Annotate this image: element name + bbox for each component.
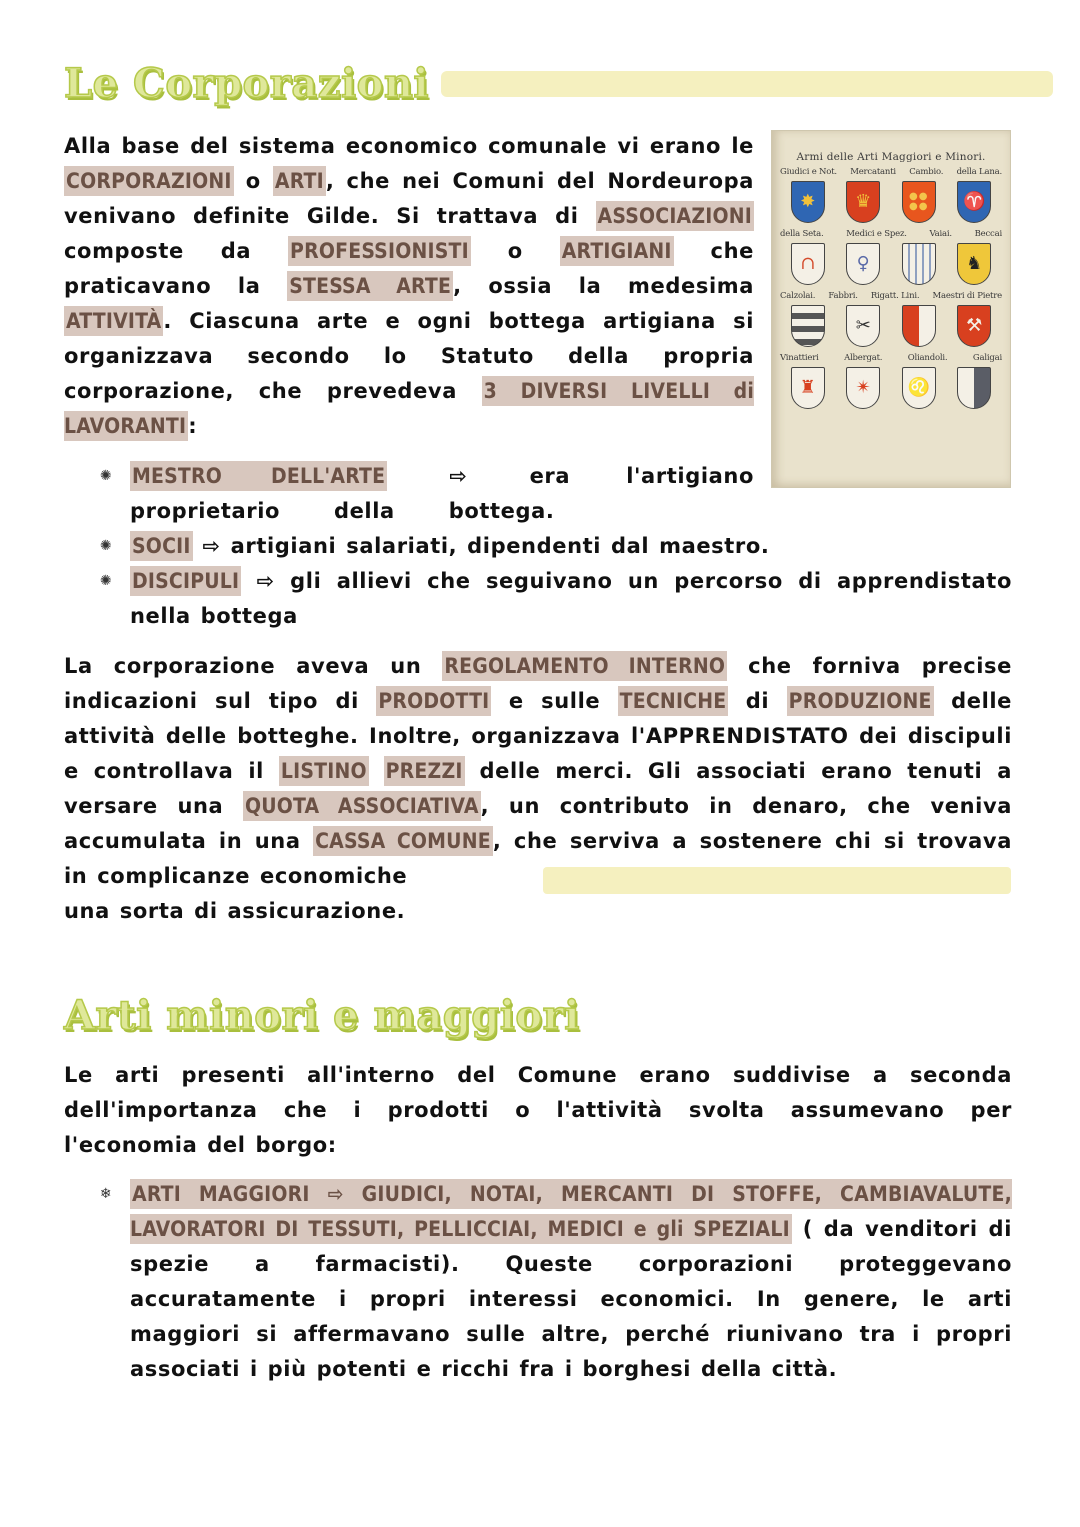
- text: , ossia la medesima: [453, 274, 754, 298]
- text: :: [188, 414, 198, 438]
- highlight-attivita: ATTIVITÀ: [64, 306, 163, 336]
- text: [369, 759, 384, 783]
- shield-label: Beccai: [974, 229, 1002, 239]
- highlight-tecniche: TECNICHE: [618, 686, 729, 716]
- highlight-quota: QUOTA ASSOCIATIVA: [243, 791, 481, 821]
- chalice-shield-icon: ♜: [791, 367, 825, 409]
- madonna-shield-icon: ♀: [846, 243, 880, 285]
- levels-list: [99, 459, 754, 529]
- list-item: [99, 459, 754, 529]
- shield-label: Mercatanti: [850, 167, 896, 177]
- shield-row-1: [780, 181, 1002, 223]
- shield-label: della Seta.: [780, 229, 824, 239]
- highlight-corporazioni: CORPORAZIONI: [64, 166, 234, 196]
- highlight-term: SOCII: [130, 531, 193, 561]
- text: , che serviva a sostenere chi si trovava in complicanze economiche: [64, 829, 1012, 888]
- text: Le arti presenti all'interno del Comune erano suddivise a seconda dell'importanza che i prodotti o l'attività svolta assumevano per l'economia del borgo:: [64, 1063, 1012, 1157]
- flower-bullet-icon: ✺: [99, 573, 113, 589]
- shield-row-2: [780, 243, 1002, 285]
- arrow-icon: ⇨: [256, 569, 275, 593]
- shield-labels-row-3: [780, 291, 1002, 301]
- item-description: gli allievi che seguivano un percorso di apprendistato nella bottega: [130, 569, 1012, 628]
- text: , che nei Comuni del Nordeuropa venivano definite Gilde. Si trattava di: [64, 169, 754, 228]
- section-title-arti: Arti minori e maggiori: [64, 992, 580, 1039]
- lion-shield-icon: ♌: [902, 367, 936, 409]
- shield-row-3: [780, 305, 1002, 347]
- section-title-corporazioni: Le Corporazioni: [64, 60, 430, 107]
- shield-label: Calzolai.: [780, 291, 816, 301]
- text: e sulle: [491, 689, 618, 713]
- section-heading-row: [64, 60, 1053, 107]
- highlight-artigiani: ARTIGIANI: [560, 236, 674, 266]
- text: di: [728, 689, 787, 713]
- highlight-cassa-comune: CASSA COMUNE: [313, 826, 493, 856]
- regolamento-paragraph-end: [64, 894, 1012, 929]
- list-item: [99, 1177, 1012, 1387]
- star-shield-icon: ✸: [791, 181, 825, 223]
- eagle-shield-icon: ♛: [846, 181, 880, 223]
- highlight-professionisti: PROFESSIONISTI: [288, 236, 471, 266]
- shield-labels-row-4: [780, 353, 1002, 363]
- shield-row-4: [780, 367, 1002, 409]
- text: . Ciascuna arte e ogni bottega artigiana si organizzava secondo lo Statuto della propria corporazione, che prevedeva: [64, 309, 754, 403]
- text: o: [233, 169, 273, 193]
- item-description: era l'artigiano proprietario della bottega.: [130, 464, 754, 523]
- snowflake-bullet-icon: ❄: [99, 1186, 113, 1202]
- shield-labels-row-1: [780, 167, 1002, 177]
- shield-label: Vaiai.: [929, 229, 952, 239]
- shield-label: della Lana.: [956, 167, 1002, 177]
- text: composte da: [64, 239, 289, 263]
- text: La corporazione aveva un: [64, 654, 443, 678]
- shield-label: Cambio.: [909, 167, 944, 177]
- title-decoration-bar: [441, 71, 1053, 97]
- shield-label: Vinattieri: [780, 353, 819, 363]
- highlight-livelli-lavoranti: 3 DIVERSI LIVELLI di LAVORANTI: [64, 376, 754, 441]
- lamb-shield-icon: ♈: [957, 181, 991, 223]
- highlight-produzione: PRODUZIONE: [787, 686, 934, 716]
- shield-labels-row-2: [780, 229, 1002, 239]
- vair-shield-icon: [902, 243, 936, 285]
- levels-list-cont: [99, 529, 1012, 634]
- text: Alla base del sistema economico comunale vi erano le: [64, 134, 754, 158]
- pincers-shield-icon: ✂: [846, 305, 880, 347]
- item-description: artigiani salariati, dipendenti dal maestro.: [230, 534, 770, 558]
- bezants-shield-icon: ●● ●●: [902, 181, 936, 223]
- highlight-listino: LISTINO: [279, 756, 369, 786]
- highlight-prezzi: PREZZI: [384, 756, 465, 786]
- text: , un contributo in denaro, che veniva accumulata in una: [64, 794, 1012, 853]
- arti-list: [99, 1177, 1012, 1387]
- shield-label: Giudici e Not.: [780, 167, 837, 177]
- axe-shield-icon: ⚒: [957, 305, 991, 347]
- highlight-term: DISCIPULI: [130, 566, 241, 596]
- text: o: [470, 239, 560, 263]
- highlight-stessa-arte: STESSA ARTE: [287, 271, 453, 301]
- text: che praticavano la: [64, 239, 754, 298]
- star-red-shield-icon: ✴: [846, 367, 880, 409]
- highlight-arti-maggiori: ARTI MAGGIORI ⇨ GIUDICI, NOTAI, MERCANTI DI STOFFE, CAMBIAVALUTE, LAVORATORI DI TESSUTI, PELLICCIAI, MEDICI e gli SPEZIALI: [130, 1179, 1012, 1244]
- arrow-icon: ⇨: [202, 534, 221, 558]
- goat-shield-icon: ♞: [957, 243, 991, 285]
- gate-shield-icon: ∩: [791, 243, 825, 285]
- text: che forniva precise indicazioni sul tipo di: [64, 654, 1012, 713]
- intro-paragraph: [64, 129, 754, 444]
- coats-of-arms-image: [771, 130, 1011, 488]
- text: una sorta di assicurazione.: [64, 899, 406, 923]
- shield-label: Oliandoli.: [907, 353, 948, 363]
- highlight-term: MESTRO DELL'ARTE: [130, 461, 387, 491]
- shield-label: Medici e Spez.: [846, 229, 907, 239]
- text-cover-bar: [543, 867, 1011, 894]
- shield-label: Galigai: [972, 353, 1002, 363]
- split-red-shield-icon: [902, 305, 936, 347]
- highlight-arti: ARTI: [273, 166, 326, 196]
- highlight-associazioni: ASSOCIAZIONI: [596, 201, 754, 231]
- bars-shield-icon: [791, 305, 825, 347]
- arti-intro-paragraph: [64, 1058, 1012, 1163]
- shield-label: Rigatt. Lini.: [870, 291, 920, 301]
- flower-bullet-icon: ✺: [99, 468, 113, 484]
- text: delle attività delle botteghe. Inoltre, organizzava l'APPRENDISTATO dei discipuli e controllava il: [64, 689, 1013, 783]
- arrow-icon: ⇨: [449, 464, 468, 488]
- shield-label: Fabbri.: [828, 291, 858, 301]
- regolamento-paragraph: [64, 649, 1012, 894]
- flower-bullet-icon: ✺: [99, 538, 113, 554]
- shield-label: Albergat.: [844, 353, 883, 363]
- split-black-shield-icon: [957, 367, 991, 409]
- shield-label: Maestri di Pietre: [932, 291, 1002, 301]
- list-item: [99, 564, 1012, 634]
- section-heading-row-2: [64, 992, 580, 1039]
- item-description: ( da venditori di spezie a farmacisti). Queste corporazioni proteggevano accuratamente i propri interessi economici. In genere, le arti maggiori si affermavano sulle altre, perché riunivano tra i propri associati i più potenti e ricchi fra i borghesi della città.: [130, 1217, 1012, 1381]
- highlight-prodotti: PRODOTTI: [376, 686, 491, 716]
- list-item: [99, 529, 1012, 564]
- image-caption: Armi delle Arti Maggiori e Minori.: [796, 151, 986, 163]
- text: delle merci. Gli associati erano tenuti a versare una: [64, 759, 1012, 818]
- highlight-regolamento: REGOLAMENTO INTERNO: [442, 651, 727, 681]
